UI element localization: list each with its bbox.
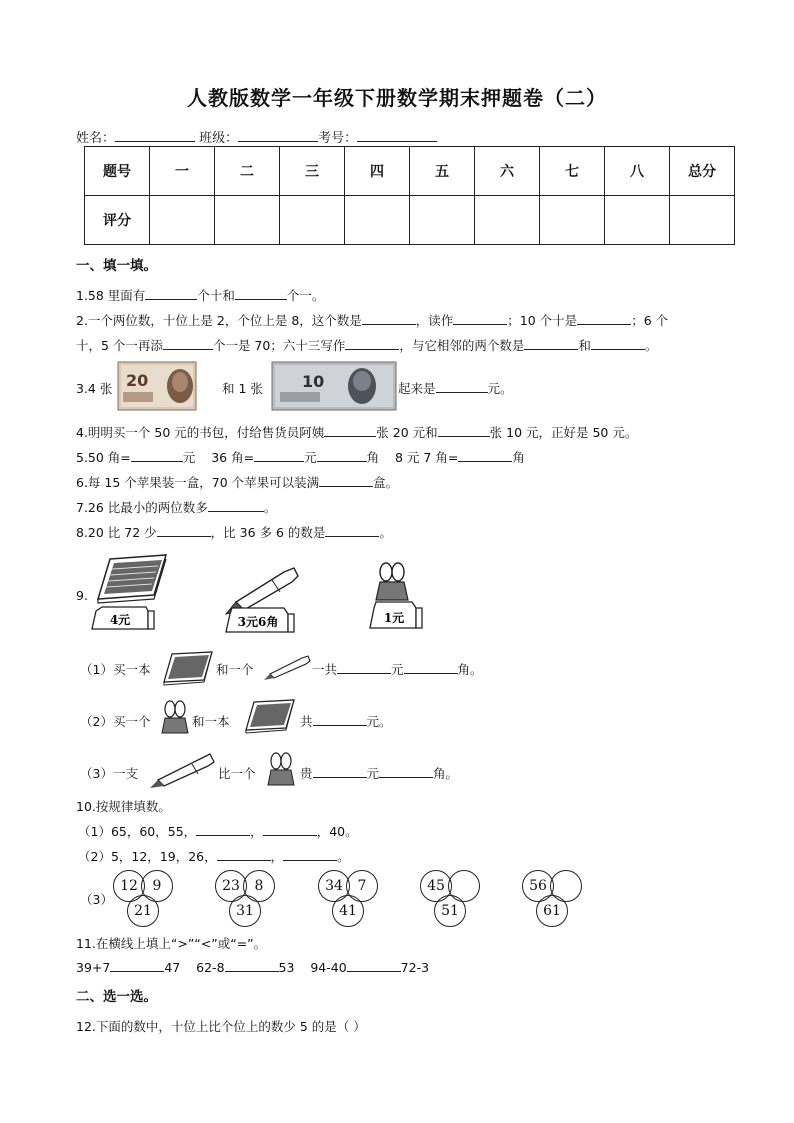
q11-blank-2[interactable] bbox=[225, 959, 279, 972]
q9-s1-text-e: 角。 bbox=[457, 662, 483, 677]
q5-text-d: 元 bbox=[304, 450, 317, 465]
price-notebook: 4元 bbox=[109, 613, 131, 627]
circle-bottom: 31 bbox=[229, 895, 261, 927]
section-1-heading: 一、填一填。 bbox=[76, 258, 157, 274]
q9-s1-blank-1[interactable] bbox=[337, 661, 391, 674]
pen-icon-small bbox=[262, 654, 312, 680]
class-blank[interactable] bbox=[238, 129, 318, 142]
q2-text-h: 和 bbox=[578, 338, 591, 353]
q2-blank-3[interactable] bbox=[577, 312, 631, 325]
score-header-label: 题号 bbox=[85, 147, 150, 196]
q5-text-b: 元 bbox=[182, 450, 196, 465]
banknote-20-icon bbox=[118, 362, 196, 410]
q1-blank-2[interactable] bbox=[235, 287, 287, 300]
q3-blank[interactable] bbox=[436, 380, 488, 393]
q5-text-a: 5.50 角= bbox=[76, 450, 131, 465]
question-9-3-tail bbox=[300, 764, 458, 782]
score-table bbox=[84, 146, 735, 245]
q10-s2-blank-1[interactable] bbox=[217, 848, 271, 861]
q11-text-a: 39+7 bbox=[76, 960, 111, 975]
q2-text-i: 。 bbox=[644, 338, 658, 353]
q2-blank-7[interactable] bbox=[591, 337, 645, 350]
q8-blank-1[interactable] bbox=[157, 524, 211, 537]
binder-clip-icon bbox=[376, 563, 408, 600]
q6-text-a: 6.每 15 个苹果装一盒，70 个苹果可以装满 bbox=[76, 475, 320, 490]
q11-text-e: 94-40 bbox=[310, 960, 347, 975]
score-col-4: 四 bbox=[345, 147, 410, 196]
q3-text-d: 元。 bbox=[487, 381, 513, 396]
circle-top-left: 34 bbox=[318, 870, 350, 902]
question-2-line-1 bbox=[76, 311, 668, 329]
q9-s2-text-b: 和一本 bbox=[192, 714, 230, 729]
score-col-8: 八 bbox=[605, 147, 670, 196]
q11-blank-1[interactable] bbox=[110, 959, 164, 972]
q2-text-b: ，读作 bbox=[415, 313, 454, 328]
q1-text-a: 1.58 里面有 bbox=[76, 288, 146, 303]
score-cell[interactable] bbox=[670, 196, 735, 245]
exam-label: 考号： bbox=[318, 131, 358, 146]
q6-text-b: 盒。 bbox=[373, 475, 399, 490]
question-10-2 bbox=[78, 847, 350, 865]
score-cell[interactable] bbox=[410, 196, 475, 245]
score-header-row bbox=[85, 147, 735, 196]
score-cell[interactable] bbox=[150, 196, 215, 245]
q7-text-a: 7.26 比最小的两位数多 bbox=[76, 500, 208, 515]
notebook-icon bbox=[98, 555, 166, 603]
circle-top-left: 45 bbox=[420, 870, 452, 902]
q5-text-g: 角 bbox=[512, 450, 525, 465]
score-cell[interactable] bbox=[345, 196, 410, 245]
circle-bottom: 61 bbox=[536, 895, 568, 927]
q11-text-c: 62-8 bbox=[196, 960, 225, 975]
q9-s3-text-d: 元 bbox=[366, 766, 380, 781]
q2-text-g: ，与它相邻的两个数是 bbox=[399, 338, 525, 353]
q2-blank-4[interactable] bbox=[163, 337, 213, 350]
q1-text-c: 个一。 bbox=[286, 288, 325, 303]
q10-s2-blank-2[interactable] bbox=[283, 848, 337, 861]
q2-text-f: 个一是 70；六十三写作 bbox=[212, 338, 346, 353]
score-col-total: 总分 bbox=[670, 147, 735, 196]
q5-blank-1[interactable] bbox=[131, 449, 183, 462]
name-label: 姓名： bbox=[76, 131, 116, 146]
q9-s3-blank-1[interactable] bbox=[313, 765, 367, 778]
q8-blank-2[interactable] bbox=[325, 524, 379, 537]
score-col-3: 三 bbox=[280, 147, 345, 196]
q10-s2-text-b: ， bbox=[270, 849, 284, 864]
question-7 bbox=[76, 498, 276, 516]
notebook-price-group bbox=[92, 553, 174, 633]
q7-blank[interactable] bbox=[208, 499, 264, 512]
score-cell[interactable] bbox=[475, 196, 540, 245]
q9-s3-text-c: 贵 bbox=[300, 766, 313, 781]
q8-text-a: 8.20 比 72 少 bbox=[76, 525, 157, 540]
question-1 bbox=[76, 286, 324, 304]
q5-text-c: 36 角= bbox=[211, 450, 255, 465]
banknote-10-value: 10 bbox=[302, 372, 325, 391]
question-6 bbox=[76, 473, 398, 491]
q11-blank-3[interactable] bbox=[347, 959, 401, 972]
q9-s2-text-d: 元。 bbox=[366, 714, 392, 729]
circle-bottom: 51 bbox=[434, 895, 466, 927]
banknote-10-icon bbox=[272, 362, 396, 410]
q9-s2-text-c: 共 bbox=[300, 714, 313, 729]
q6-blank[interactable] bbox=[319, 474, 373, 487]
circle-top-right: 9 bbox=[141, 870, 173, 902]
q11-text-d: 53 bbox=[278, 960, 295, 975]
q10-s1-text-a: （1）65，60，55， bbox=[78, 824, 197, 839]
q9-s1-text-c: 一共 bbox=[312, 662, 338, 677]
circle-bottom: 21 bbox=[127, 895, 159, 927]
q5-blank-3[interactable] bbox=[317, 449, 367, 462]
q2-blank-6[interactable] bbox=[524, 337, 578, 350]
q2-blank-2[interactable] bbox=[453, 312, 507, 325]
q9-s2-blank[interactable] bbox=[313, 713, 367, 726]
q2-text-d: ；6 个 bbox=[631, 313, 669, 328]
score-cell[interactable] bbox=[280, 196, 345, 245]
q9-number: 9. bbox=[76, 588, 88, 603]
q10-s2-text-c: 。 bbox=[337, 849, 350, 864]
circle-top-right: 7 bbox=[346, 870, 378, 902]
pen-icon-medium bbox=[148, 752, 216, 788]
banknote-20-value: 20 bbox=[126, 371, 149, 390]
score-col-1: 一 bbox=[150, 147, 215, 196]
q8-text-c: 。 bbox=[379, 525, 392, 540]
binder-clip-icon-small bbox=[158, 700, 192, 736]
q10-s2-text-a: （2）5，12，19，26， bbox=[78, 849, 217, 864]
question-8 bbox=[76, 523, 392, 541]
price-tag-notebook bbox=[92, 607, 154, 629]
q7-text-b: 。 bbox=[263, 500, 277, 515]
q8-text-b: ，比 36 多 6 的数是 bbox=[210, 525, 326, 540]
score-value-row bbox=[85, 196, 735, 245]
q10-title: 10.按规律填数。 bbox=[76, 799, 171, 814]
q9-s3-text-b: 比一个 bbox=[218, 766, 256, 781]
exam-blank[interactable] bbox=[357, 129, 437, 142]
question-5 bbox=[76, 448, 525, 466]
circle-top-left: 56 bbox=[522, 870, 554, 902]
q3-text-b: 和 1 张 bbox=[222, 381, 263, 396]
q11-text-b: 47 bbox=[164, 960, 181, 975]
section-2-heading: 二、选一选。 bbox=[76, 989, 157, 1005]
score-cell[interactable] bbox=[605, 196, 670, 245]
binder-clip-icon-small-2 bbox=[264, 752, 298, 788]
notebook-icon-small bbox=[160, 650, 216, 688]
price-tag-pen bbox=[226, 608, 294, 632]
q10-s1-text-b: ， bbox=[250, 824, 263, 839]
pen-price-group bbox=[222, 562, 304, 634]
q11-title: 11.在横线上填上“>”“<”或“=”。 bbox=[76, 936, 267, 951]
clip-price-group bbox=[366, 560, 426, 634]
q2-text-c: ；10 个十是 bbox=[507, 313, 578, 328]
q4-blank-1[interactable] bbox=[324, 424, 376, 437]
q5-text-f: 8 元 7 角= bbox=[395, 450, 459, 465]
q5-blank-2[interactable] bbox=[254, 449, 304, 462]
q2-text-a: 2.一个两位数，十位上是 2，个位上是 8，这个数是 bbox=[76, 313, 362, 328]
price-tag-clip bbox=[370, 602, 422, 628]
q2-blank-5[interactable] bbox=[345, 337, 399, 350]
q3-text-a: 3.4 张 bbox=[76, 381, 113, 396]
q9-s2-text-a: （2）买一个 bbox=[80, 714, 151, 729]
q10-s1-text-c: ，40。 bbox=[316, 824, 358, 839]
question-4 bbox=[76, 423, 637, 441]
q9-s1-text-d: 元 bbox=[391, 662, 404, 677]
page-title: 人教版数学一年级下册数学期末押题卷（二） bbox=[187, 86, 607, 110]
banknote-10-yuan bbox=[272, 362, 396, 410]
q4-text-b: 张 20 元和 bbox=[376, 425, 438, 440]
q4-blank-2[interactable] bbox=[438, 424, 490, 437]
score-col-5: 五 bbox=[410, 147, 475, 196]
question-2-line-2 bbox=[76, 336, 657, 354]
question-10-1 bbox=[78, 822, 358, 840]
q9-s1-text-a: （1）买一本 bbox=[80, 662, 151, 677]
q10-s3-label: （3） bbox=[80, 892, 113, 907]
q3-text-c: 起来是 bbox=[398, 381, 436, 396]
q2-text-e: 十，5 个一再添 bbox=[76, 338, 163, 353]
question-9-1-tail bbox=[312, 660, 483, 678]
q9-s3-text-e: 角。 bbox=[433, 766, 459, 781]
score-cell[interactable] bbox=[215, 196, 280, 245]
question-12: 12.下面的数中，十位上比个位上的数少 5 的是（ ） bbox=[76, 1019, 366, 1034]
q11-text-f: 72-3 bbox=[400, 960, 430, 975]
price-pen: 3元6角 bbox=[237, 615, 279, 629]
q1-text-b: 个十和 bbox=[197, 288, 235, 303]
question-3-tail bbox=[398, 379, 513, 397]
q9-s3-blank-2[interactable] bbox=[379, 765, 433, 778]
circle-bottom: 41 bbox=[332, 895, 364, 927]
circle-top-left: 23 bbox=[215, 870, 247, 902]
question-11 bbox=[76, 959, 429, 975]
score-cell[interactable] bbox=[540, 196, 605, 245]
q9-s3-text-a: （3）一支 bbox=[80, 766, 138, 781]
notebook-icon-small-2 bbox=[242, 698, 298, 738]
score-row-label: 评分 bbox=[85, 196, 150, 245]
student-info-line bbox=[76, 127, 437, 146]
q10-s1-blank-2[interactable] bbox=[263, 823, 317, 836]
score-col-6: 六 bbox=[475, 147, 540, 196]
question-9-2-tail bbox=[300, 712, 392, 730]
q5-text-e: 角 bbox=[366, 450, 380, 465]
score-col-2: 二 bbox=[215, 147, 280, 196]
q2-blank-1[interactable] bbox=[362, 312, 416, 325]
q4-text-a: 4.明明买一个 50 元的书包，付给售货员阿姨 bbox=[76, 425, 325, 440]
circle-top-right: 8 bbox=[243, 870, 275, 902]
circle-top-left: 12 bbox=[113, 870, 145, 902]
name-blank[interactable] bbox=[115, 129, 195, 142]
q4-text-c: 张 10 元，正好是 50 元。 bbox=[489, 425, 638, 440]
price-clip: 1元 bbox=[383, 611, 405, 625]
banknote-20-yuan bbox=[118, 362, 196, 410]
q10-s1-blank-1[interactable] bbox=[196, 823, 250, 836]
pen-icon bbox=[226, 568, 298, 614]
q1-blank-1[interactable] bbox=[145, 287, 197, 300]
q9-s1-text-b: 和一个 bbox=[216, 662, 254, 677]
score-col-7: 七 bbox=[540, 147, 605, 196]
class-label: 班级： bbox=[199, 131, 239, 146]
q9-s1-blank-2[interactable] bbox=[404, 661, 458, 674]
q5-blank-4[interactable] bbox=[458, 449, 512, 462]
